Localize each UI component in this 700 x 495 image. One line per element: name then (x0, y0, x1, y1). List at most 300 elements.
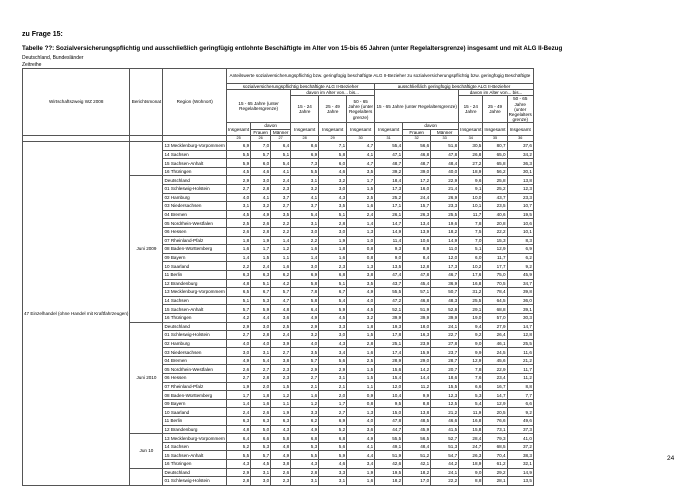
value-cell: 6,7 (319, 288, 347, 297)
value-cell: 1,9 (251, 236, 271, 245)
value-cell: 2,3 (271, 365, 291, 374)
value-cell: 7,8 (459, 365, 483, 374)
value-cell: 15,0 (375, 408, 403, 417)
value-cell: 18,2 (403, 468, 431, 477)
value-cell: 6,0 (319, 159, 347, 168)
value-cell: 28,1 (483, 477, 507, 486)
value-cell: 28,7 (431, 356, 459, 365)
value-cell: 9,4 (459, 322, 483, 331)
value-cell: 2,8 (319, 219, 347, 228)
value-cell: 1,8 (251, 391, 271, 400)
value-cell: 4,1 (271, 167, 291, 176)
value-cell: 4,9 (251, 210, 271, 219)
value-cell: 6,9 (291, 150, 319, 159)
value-cell: 23,3 (431, 202, 459, 211)
value-cell: 68,5 (483, 442, 507, 451)
value-cell: 2,8 (226, 477, 250, 486)
value-cell: 1,3 (347, 262, 375, 271)
value-cell: 10,1 (459, 202, 483, 211)
header-svp-davon: davon (251, 123, 291, 129)
value-cell: 26,3 (403, 210, 431, 219)
header-svp-men: Männer (271, 129, 291, 135)
value-cell: 46,1 (483, 339, 507, 348)
value-cell: 6,3 (226, 417, 250, 426)
value-cell: 70,5 (483, 279, 507, 288)
value-cell: 4,8 (226, 425, 250, 434)
value-cell: 17,4 (375, 348, 403, 357)
value-cell: 5,7 (251, 150, 271, 159)
value-cell: 4,1 (291, 193, 319, 202)
region-cell: 13 Mecklenburg-Vorpommern (164, 143, 225, 149)
table-row (23, 142, 618, 151)
value-cell: 56,6 (403, 142, 431, 151)
value-cell: 4,9 (347, 434, 375, 443)
region-cell: 09 Bayern (163, 399, 227, 408)
value-cell: 57,0 (483, 313, 507, 322)
value-cell: 2,6 (226, 365, 250, 374)
region-cell: Deutschland (163, 176, 227, 185)
value-cell: 19,3 (375, 322, 403, 331)
header-column-index: 25 (226, 135, 250, 141)
value-cell: 26,9 (431, 193, 459, 202)
header-column-index: 26 (251, 135, 271, 141)
value-cell: 5,1 (251, 279, 271, 288)
value-cell: 12,5 (431, 399, 459, 408)
value-cell: 12,9 (483, 399, 507, 408)
value-cell: 4,9 (226, 356, 250, 365)
value-cell: 39,9 (431, 313, 459, 322)
value-cell: 64,5 (483, 296, 507, 305)
value-cell: 5,3 (459, 391, 483, 400)
region-cell: 01 Schleswig-Holstein (163, 331, 227, 340)
value-cell: 41,0 (507, 434, 533, 443)
value-cell: 25,5 (459, 296, 483, 305)
header-column-index: 33 (431, 135, 459, 141)
value-cell: 23,7 (431, 348, 459, 357)
value-cell: 5,5 (291, 451, 319, 460)
value-cell: 3,5 (271, 210, 291, 219)
value-cell: 3,1 (251, 348, 271, 357)
value-cell: 10,4 (375, 391, 403, 400)
value-cell: 6,3 (271, 417, 291, 426)
value-cell: 9,2 (507, 262, 533, 271)
value-cell: 17,3 (375, 185, 403, 194)
value-cell: 5,3 (291, 442, 319, 451)
value-cell: 40,6 (483, 210, 507, 219)
value-cell: 29,1 (459, 305, 483, 314)
value-cell: 2,8 (291, 468, 319, 477)
value-cell: 7,3 (291, 159, 319, 168)
value-cell: 28,4 (459, 434, 483, 443)
value-cell: 50,7 (431, 288, 459, 297)
value-cell: 18,2 (375, 477, 403, 486)
value-cell: 13,8 (507, 176, 533, 185)
value-cell: 18,6 (431, 374, 459, 383)
value-cell: 3,0 (251, 477, 271, 486)
value-cell: 5,2 (226, 442, 250, 451)
value-cell: 14,7 (483, 391, 507, 400)
value-cell: 2,4 (226, 408, 250, 417)
value-cell: 13,4 (403, 219, 431, 228)
value-cell: 2,3 (319, 262, 347, 271)
value-cell: 3,0 (319, 185, 347, 194)
header-column-index: 34 (459, 135, 483, 141)
value-cell: 2,2 (291, 236, 319, 245)
value-cell: 40,0 (431, 167, 459, 176)
value-cell: 48,4 (431, 159, 459, 168)
region-cell: 13 Mecklenburg-Vorpommern (164, 435, 225, 441)
value-cell: 1,2 (271, 391, 291, 400)
region-cell: 16 Thüringen (163, 313, 227, 322)
value-cell: 5,6 (319, 442, 347, 451)
value-cell: 32,1 (507, 460, 533, 469)
value-cell: 4,7 (271, 296, 291, 305)
table-title: Tabelle ??: Sozialversicherungspflichtig und ausschließlich geringfügig entlohnte Beschäftigte im Alter von 15-bis 65 Jahren (unter Regelaltersgrenze) insgesamt und mit ALG II-Bezug (22, 45, 563, 52)
value-cell: 47,1 (375, 150, 403, 159)
value-cell: 1,9 (347, 468, 375, 477)
value-cell: 2,0 (319, 391, 347, 400)
value-cell: 8,9 (403, 245, 431, 254)
value-cell: 8,8 (459, 477, 483, 486)
value-cell: 3,0 (251, 322, 271, 331)
value-cell: 21,2 (431, 408, 459, 417)
value-cell: 2,8 (251, 331, 271, 340)
header-geb-50: 50 - 65 Jahre (unter Regelalters grenze) (508, 96, 532, 123)
value-cell: 2,8 (347, 339, 375, 348)
value-cell: 4,4 (251, 313, 271, 322)
value-cell: 1,8 (319, 245, 347, 254)
region-cell: 03 Niedersachsen (163, 202, 227, 211)
value-cell: 16,0 (403, 185, 431, 194)
value-cell: 11,9 (459, 408, 483, 417)
value-cell: 5,3 (251, 296, 271, 305)
value-cell: 24,7 (459, 442, 483, 451)
value-cell: 2,8 (251, 374, 271, 383)
value-cell: 12,9 (483, 245, 507, 254)
value-cell: 26,1 (375, 210, 403, 219)
value-cell: 44,7 (375, 425, 403, 434)
value-cell: 11,0 (431, 245, 459, 254)
value-cell: 51,9 (403, 305, 431, 314)
region-cell: 14 Sachsen (163, 150, 227, 159)
value-cell: 1,6 (347, 348, 375, 357)
value-cell: 80,7 (483, 142, 507, 151)
value-cell: 3,2 (291, 185, 319, 194)
value-cell: 1,5 (347, 331, 375, 340)
value-cell: 45,9 (507, 270, 533, 279)
value-cell: 47,8 (431, 150, 459, 159)
value-cell: 6,3 (251, 270, 271, 279)
branch-cell: 47 Einzelhandel (ohne Handel mit Kraftfahrzeugen) (23, 142, 130, 486)
value-cell: 9,3 (375, 245, 403, 254)
header-column-index: 32 (403, 135, 431, 141)
value-cell: 5,9 (319, 451, 347, 460)
value-cell: 9,0 (375, 253, 403, 262)
value-cell: 4,6 (319, 460, 347, 469)
value-cell: 6,9 (507, 245, 533, 254)
value-cell: 21,2 (507, 356, 533, 365)
value-cell: 56,5 (403, 434, 431, 443)
value-cell: 6,8 (291, 434, 319, 443)
value-cell: 1,8 (226, 236, 250, 245)
value-cell: 2,6 (251, 219, 271, 228)
value-cell: 6,2 (291, 417, 319, 426)
header-column-index: 27 (271, 135, 291, 141)
value-cell: 1,7 (226, 391, 250, 400)
value-cell: 5,0 (251, 425, 271, 434)
value-cell: 6,6 (251, 434, 271, 443)
value-cell: 20,7 (431, 365, 459, 374)
value-cell: 8,6 (291, 142, 319, 151)
value-cell: 38,3 (507, 451, 533, 460)
value-cell: 2,4 (347, 210, 375, 219)
value-cell: 11,4 (375, 236, 403, 245)
value-cell: 4,0 (226, 339, 250, 348)
value-cell: 1,1 (271, 253, 291, 262)
value-cell: 15,3 (483, 236, 507, 245)
value-cell: 5,4 (459, 399, 483, 408)
region-cell: 11 Berlin (163, 270, 227, 279)
value-cell: 45,6 (483, 356, 507, 365)
value-cell: 3,1 (251, 468, 271, 477)
value-cell: 8,4 (403, 253, 431, 262)
value-cell: 2,5 (347, 193, 375, 202)
region-cell: 16 Thüringen (163, 460, 227, 469)
value-cell: 1,6 (347, 202, 375, 211)
value-cell: 39,8 (507, 288, 533, 297)
value-cell: 15,9 (403, 348, 431, 357)
value-cell: 2,5 (347, 356, 375, 365)
value-cell: 4,5 (347, 305, 375, 314)
value-cell: 11,2 (507, 374, 533, 383)
value-cell: 1,4 (226, 253, 250, 262)
value-cell: 2,9 (319, 365, 347, 374)
header-geb-1524: 15 - 24 Jahre (459, 96, 483, 123)
value-cell: 13,8 (403, 408, 431, 417)
value-cell: 14,9 (375, 227, 403, 236)
value-cell: 22,2 (483, 227, 507, 236)
value-cell: 39,1 (507, 305, 533, 314)
header-svp-1524-total: Insgesamt (291, 123, 319, 135)
value-cell: 3,7 (291, 202, 319, 211)
month-cell: Juni 2009 (130, 176, 163, 322)
value-cell: 3,0 (291, 227, 319, 236)
value-cell: 4,9 (271, 451, 291, 460)
value-cell: 5,4 (271, 159, 291, 168)
value-cell: 1,3 (347, 227, 375, 236)
value-cell: 2,3 (271, 374, 291, 383)
value-cell: 15,4 (375, 374, 403, 383)
value-cell: 37,3 (507, 425, 533, 434)
value-cell: 29,0 (403, 356, 431, 365)
value-cell: 3,1 (291, 176, 319, 185)
value-cell: 5,7 (271, 288, 291, 297)
value-cell: 31,2 (459, 288, 483, 297)
value-cell: 9,5 (375, 399, 403, 408)
header-column-index: 31 (375, 135, 403, 141)
value-cell: 3,0 (291, 262, 319, 271)
value-cell: 2,9 (226, 322, 250, 331)
value-cell: 2,8 (251, 185, 271, 194)
value-cell: 5,1 (319, 210, 347, 219)
value-cell: 12,8 (507, 331, 533, 340)
value-cell: 1,9 (271, 408, 291, 417)
value-cell: 68,8 (483, 305, 507, 314)
value-cell: 18,2 (431, 227, 459, 236)
header-svp-2549-total: Insgesamt (319, 123, 347, 135)
value-cell: 9,2 (459, 331, 483, 340)
value-cell: 65,8 (483, 159, 507, 168)
value-cell: 27,2 (459, 159, 483, 168)
value-cell: 7,1 (319, 142, 347, 151)
value-cell: 23,9 (403, 339, 431, 348)
value-cell: 17,6 (459, 270, 483, 279)
value-cell: 3,1 (291, 477, 319, 486)
value-cell: 11,7 (483, 253, 507, 262)
value-cell: 4,6 (251, 167, 271, 176)
value-cell: 1,9 (319, 236, 347, 245)
region-cell: 15 Sachsen-Anhalt (163, 305, 227, 314)
value-cell: 14,9 (507, 468, 533, 477)
header-column-index: 28 (291, 135, 319, 141)
value-cell: 2,4 (271, 176, 291, 185)
value-cell: 5,8 (291, 296, 319, 305)
value-cell: 34,7 (507, 279, 533, 288)
value-cell: 4,3 (226, 460, 250, 469)
value-cell: 39,0 (403, 167, 431, 176)
value-cell: 6,4 (271, 142, 291, 151)
month-cell (130, 142, 163, 176)
value-cell: 25,2 (483, 185, 507, 194)
value-cell: 1,5 (347, 185, 375, 194)
value-cell: 3,5 (319, 202, 347, 211)
value-cell: 11,6 (507, 348, 533, 357)
value-cell: 1,6 (271, 262, 291, 271)
region-cell: 12 Brandenburg (163, 279, 227, 288)
value-cell: 4,0 (347, 296, 375, 305)
value-cell: 5,9 (319, 305, 347, 314)
value-cell: 9,2 (507, 408, 533, 417)
value-cell: 3,8 (271, 356, 291, 365)
region-cell: 01 Schleswig-Holstein (163, 185, 227, 194)
value-cell: 24,4 (403, 193, 431, 202)
value-cell: 3,6 (271, 313, 291, 322)
value-cell: 5,8 (271, 434, 291, 443)
value-cell: 28,9 (375, 356, 403, 365)
value-cell: 39,2 (375, 167, 403, 176)
value-cell: 52,7 (431, 434, 459, 443)
value-cell: 2,7 (226, 374, 250, 383)
value-cell: 45,9 (403, 425, 431, 434)
region-cell: 08 Baden-Württemberg (163, 245, 227, 254)
value-cell: 4,3 (271, 425, 291, 434)
value-cell: 0,9 (347, 391, 375, 400)
value-cell: 2,7 (271, 348, 291, 357)
value-cell: 18,9 (459, 460, 483, 469)
region-cell: 02 Hamburg (163, 339, 227, 348)
value-cell: 1,4 (291, 253, 319, 262)
value-cell: 15,5 (431, 382, 459, 391)
value-cell: 1,9 (226, 382, 250, 391)
value-cell: 6,9 (319, 417, 347, 426)
header-geb-women: Frauen (403, 129, 431, 135)
value-cell: 7,0 (459, 236, 483, 245)
header-geb-total: Insgesamt (375, 123, 403, 135)
value-cell: 3,8 (271, 460, 291, 469)
region-cell: 11 Berlin (163, 417, 227, 426)
value-cell: 12,0 (375, 382, 403, 391)
header-month: Berichtsmonat (130, 69, 163, 136)
value-cell: 4,3 (319, 339, 347, 348)
value-cell: 10,2 (459, 262, 483, 271)
value-cell: 37,2 (507, 442, 533, 451)
value-cell: 2,9 (291, 365, 319, 374)
value-cell: 5,9 (251, 305, 271, 314)
value-cell: 22,2 (431, 477, 459, 486)
value-cell: 15,8 (459, 425, 483, 434)
value-cell: 6,8 (319, 434, 347, 443)
header-geb-1565: 15 - 65 Jahre (unter Regelaltersgrenze) (375, 90, 459, 123)
value-cell: 5,4 (291, 210, 319, 219)
value-cell: 54,7 (431, 451, 459, 460)
value-cell: 2,7 (271, 202, 291, 211)
value-cell: 5,1 (319, 279, 347, 288)
value-cell: 43,7 (375, 279, 403, 288)
value-cell: 1,1 (347, 382, 375, 391)
value-cell: 4,5 (226, 167, 250, 176)
value-cell: 8,8 (403, 399, 431, 408)
value-cell: 55,5 (375, 288, 403, 297)
value-cell: 3,0 (226, 348, 250, 357)
header-column-index: 30 (347, 135, 375, 141)
region-cell: 08 Baden-Württemberg (163, 391, 227, 400)
value-cell: 6,6 (507, 399, 533, 408)
value-cell: 43,7 (483, 193, 507, 202)
value-cell: 2,1 (319, 382, 347, 391)
value-cell: 65,0 (483, 150, 507, 159)
value-cell: 4,1 (251, 193, 271, 202)
value-cell: 5,4 (319, 296, 347, 305)
value-cell: 9,6 (459, 176, 483, 185)
value-cell: 8,3 (507, 236, 533, 245)
value-cell: 25,5 (431, 210, 459, 219)
region-cell: 07 Rheinland-Pfalz (163, 236, 227, 245)
value-cell: 10,7 (507, 202, 533, 211)
value-cell: 47,8 (375, 417, 403, 426)
value-cell: 6,0 (459, 253, 483, 262)
value-cell: 73,1 (483, 425, 507, 434)
value-cell: 24,5 (483, 348, 507, 357)
value-cell: 6,5 (226, 288, 250, 297)
region-cell: 10 Saarland (163, 408, 227, 417)
value-cell: 30,3 (507, 313, 533, 322)
value-cell: 48,7 (375, 159, 403, 168)
value-cell: 51,2 (403, 451, 431, 460)
value-cell: 5,4 (251, 356, 271, 365)
value-cell: 5,7 (226, 305, 250, 314)
value-cell: 16,8 (459, 279, 483, 288)
header-column-index: 36 (507, 135, 533, 141)
value-cell: 46,8 (403, 296, 431, 305)
value-cell: 5,5 (226, 150, 250, 159)
value-cell: 4,0 (347, 417, 375, 426)
header-svp-total: Insgesamt (226, 123, 250, 135)
region-cell: 09 Bayern (163, 253, 227, 262)
value-cell: 44,2 (431, 460, 459, 469)
value-cell: 4,0 (251, 339, 271, 348)
value-cell: 14,2 (403, 365, 431, 374)
value-cell: 3,0 (319, 227, 347, 236)
